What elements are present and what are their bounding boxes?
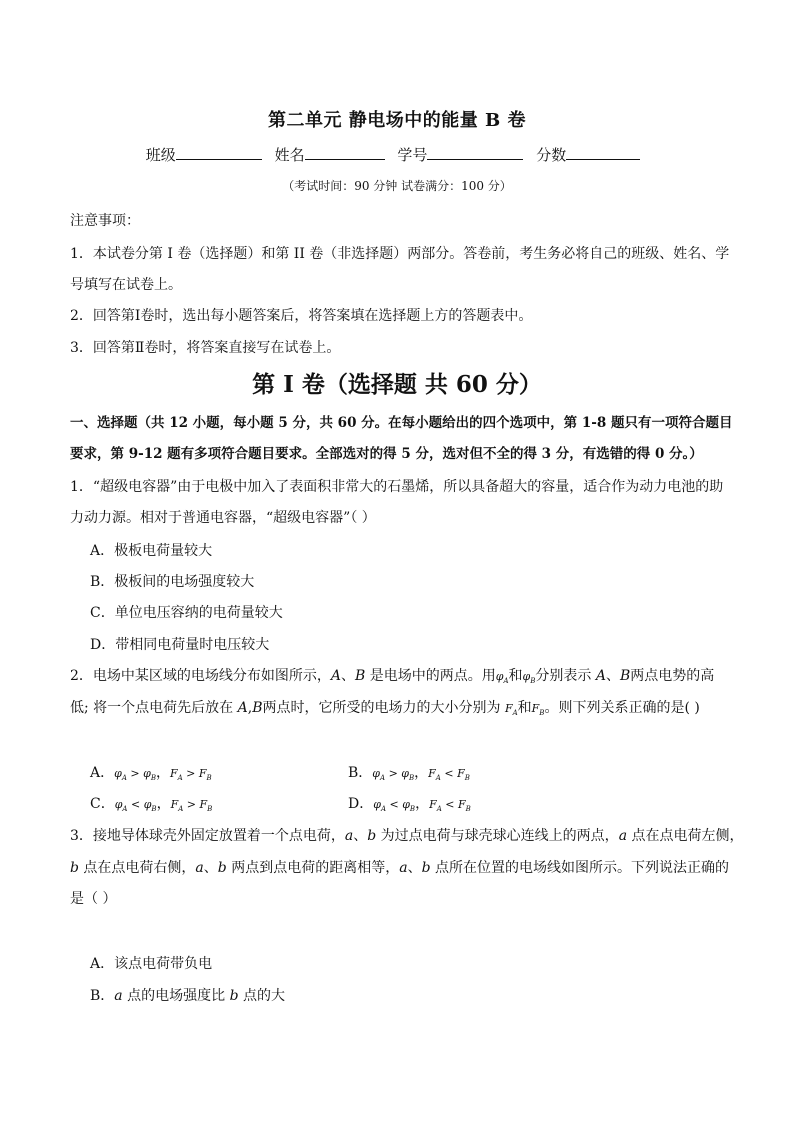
score-blank[interactable] bbox=[566, 145, 640, 160]
class-blank[interactable] bbox=[176, 145, 262, 160]
q2-option-d: D．$\varphi_A < \varphi_B$，$F_A < F_B$ bbox=[348, 796, 471, 814]
q1-stem: 力动力源。相对于普通电容器，“超级电容器”（ ） bbox=[70, 510, 376, 526]
q3-stem: 是（ ） bbox=[70, 891, 117, 907]
name-blank[interactable] bbox=[305, 145, 385, 160]
name-label: 姓名 bbox=[274, 146, 305, 164]
note-item: 号填写在试卷上。 bbox=[70, 277, 182, 293]
q3-stem: b 点在点电荷右侧，a、b 两点到点电荷的距离相等，a、b 点所在位置的电场线如图所示。下列说法正确的 bbox=[70, 860, 729, 876]
q2-option-a: A．$\varphi_A > \varphi_B$，$F_A > F_B$ bbox=[90, 765, 212, 783]
q1-stem: 1．“超级电容器”由于电极中加入了表面积非常大的石墨烯，所以具备超大的容量，适合作为动力电池的助 bbox=[70, 479, 724, 495]
q3-option-b: B．a 点的电场强度比 b 点的大 bbox=[90, 988, 285, 1004]
phi-b-symbol: $\varphi_B$ bbox=[522, 670, 536, 686]
note-item: 1．本试卷分第 I 卷（选择题）和第 II 卷（非选择题）两部分。答卷前，考生务必将自己的班级、姓名、学 bbox=[70, 246, 730, 262]
id-label: 学号 bbox=[397, 146, 428, 164]
section-instructions: 一、选择题（共 12 小题，每小题 5 分，共 60 分。在每小题给出的四个选项中，第 1-8 题只有一项符合题目 bbox=[70, 415, 733, 431]
q3-option-a: A．该点电荷带负电 bbox=[90, 956, 213, 972]
note-item: 3．回答第Ⅱ卷时，将答案直接写在试卷上。 bbox=[70, 340, 341, 356]
q1-option-c: C．单位电压容纳的电荷量较大 bbox=[90, 605, 283, 621]
phi-a-symbol: $\varphi_A$ bbox=[495, 670, 509, 686]
q2-option-b: B．$\varphi_A > \varphi_B$，$F_A < F_B$ bbox=[348, 765, 470, 783]
q2-stem: 低; 将一个点电荷先后放在 A,B两点时，它所受的电场力的大小分别为 $F_A$和$F_B$。则下列关系正确的是( ) bbox=[70, 700, 700, 718]
score-label: 分数 bbox=[536, 146, 567, 164]
force-b-symbol: $F_B$ bbox=[531, 702, 545, 718]
note-item: 2．回答第Ⅰ卷时，选出每小题答案后，将答案填在选择题上方的答题表中。 bbox=[70, 308, 533, 324]
student-info-line bbox=[0, 144, 794, 165]
id-blank[interactable] bbox=[427, 145, 523, 160]
exam-info: （考试时间：90 分钟 试卷满分：100 分） bbox=[282, 179, 512, 193]
notes-heading: 注意事项： bbox=[70, 213, 140, 229]
q2-stem: 2．电场中某区域的电场线分布如图所示，A、B 是电场中的两点。用$\varphi_A$和$\varphi_B$分别表示 A、B两点电势的高 bbox=[70, 668, 715, 686]
q2-option-c: C．$\varphi_A < \varphi_B$，$F_A > F_B$ bbox=[90, 796, 213, 814]
section-instructions: 要求，第 9-12 题有多项符合题目要求。全部选对的得 5 分，选对但不全的得 3 分，有选错的得 0 分。） bbox=[70, 446, 703, 462]
force-a-symbol: $F_A$ bbox=[504, 702, 518, 718]
q1-option-b: B．极板间的电场强度较大 bbox=[90, 574, 255, 590]
q1-option-d: D．带相同电荷量时电压较大 bbox=[90, 637, 270, 653]
page-title: 第二单元 静电场中的能量 B 卷 bbox=[267, 110, 526, 131]
q1-option-a: A．极板电荷量较大 bbox=[90, 543, 213, 559]
q3-stem: 3．接地导体球壳外固定放置着一个点电荷，a、b 为过点电荷与球壳球心连线上的两点，a 点在点电荷左侧， bbox=[70, 828, 744, 844]
section-title: 第 I 卷（选择题 共 60 分） bbox=[252, 371, 542, 398]
class-label: 班级 bbox=[145, 146, 176, 164]
